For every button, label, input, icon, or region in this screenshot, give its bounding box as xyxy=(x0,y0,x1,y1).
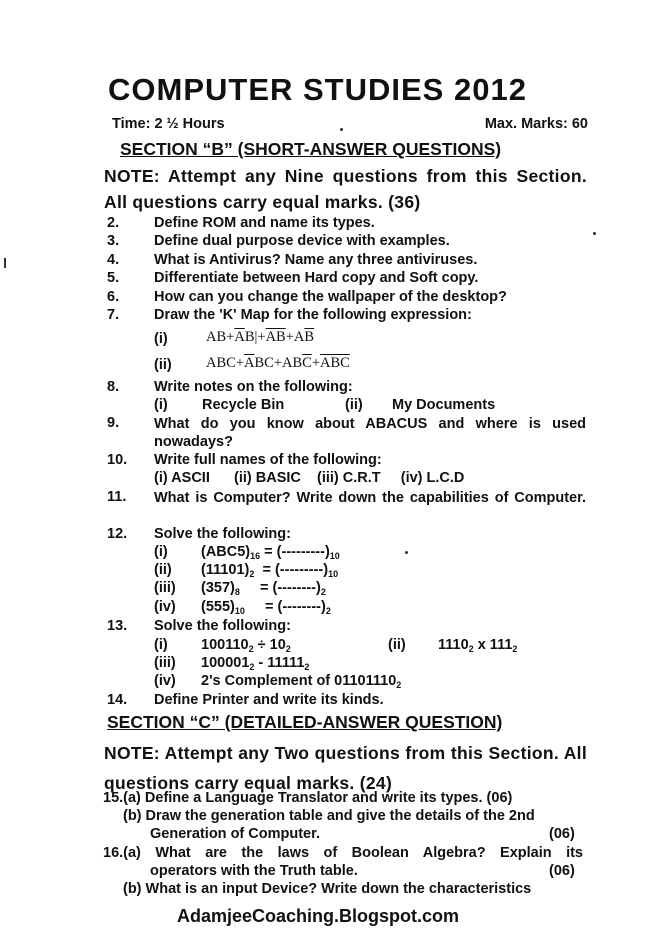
q8-part-i-label: (i) xyxy=(154,397,168,413)
scan-speck xyxy=(4,258,6,268)
q13-part-ii: $1110_2$ x $111_2$ xyxy=(438,637,518,654)
q8-part-ii-text: My Documents xyxy=(392,397,496,413)
q6-text: How can you change the wallpaper of the desktop? xyxy=(154,289,507,305)
q11-number: 11. xyxy=(107,489,127,505)
section-b-heading: SECTION “B” (SHORT-ANSWER QUESTIONS) xyxy=(120,139,502,159)
q12-part-ii-label: (ii) xyxy=(154,562,172,578)
q7-text: Draw the 'K' Map for the following expression: xyxy=(154,307,472,323)
q7-expression-ii: $ABC+\overline{A}BC+AB\overline{C}+\overline{ABC}$ xyxy=(206,355,350,371)
q7-part-ii-label: (ii) xyxy=(154,357,172,373)
q14-number: 14. xyxy=(107,692,128,708)
exam-time: Time: 2 ½ Hours xyxy=(112,116,225,132)
q3-number: 3. xyxy=(107,233,120,249)
q15b-marks: (06) xyxy=(549,826,575,842)
q13-part-i: $100110_2 \div 10_2$ xyxy=(201,637,291,654)
q10-items: (i) ASCII (ii) BASIC (iii) C.R.T (iv) L.C.D xyxy=(154,470,465,486)
scan-speck xyxy=(593,232,596,235)
q12-part-iv: $(555)_{10}$ = $(--------)_2$ xyxy=(201,599,331,616)
q5-text: Differentiate between Hard copy and Soft copy. xyxy=(154,270,479,286)
section-c-note: NOTE: Attempt any Two questions from this Section. All questions carry equal marks. (24) xyxy=(104,743,587,793)
q8-part-ii-label: (ii) xyxy=(345,397,363,413)
q9-text: What do you know about ABACUS and where is used nowadays? xyxy=(154,416,586,450)
q2-number: 2. xyxy=(107,215,120,231)
q6-number: 6. xyxy=(107,289,120,305)
q10-text: Write full names of the following: xyxy=(154,452,382,468)
q12-text: Solve the following: xyxy=(154,526,291,542)
q15b-text-line1: (b) Draw the generation table and give the details of the 2nd xyxy=(123,808,535,824)
q4-text: What is Antivirus? Name any three antiviruses. xyxy=(154,252,478,268)
q7-number: 7. xyxy=(107,307,120,323)
q9-number: 9. xyxy=(107,415,120,431)
q13-part-i-label: (i) xyxy=(154,637,168,653)
section-c-heading: SECTION “C” (DETAILED-ANSWER QUESTION) xyxy=(107,712,503,732)
q13-part-iv: 2's Complement of $01101110_2$ xyxy=(201,673,402,690)
q12-part-i-label: (i) xyxy=(154,544,168,560)
q5-number: 5. xyxy=(107,270,120,286)
exam-title: COMPUTER STUDIES 2012 xyxy=(108,72,527,107)
q7-part-i-label: (i) xyxy=(154,331,168,347)
q8-number: 8. xyxy=(107,379,120,395)
q16a-marks: (06) xyxy=(549,863,575,879)
q12-number: 12. xyxy=(107,526,128,542)
q13-part-iii: $100001_2 - 11111_2$ xyxy=(201,655,310,672)
q2-text: Define ROM and name its types. xyxy=(154,215,375,231)
q13-number: 13. xyxy=(107,618,128,634)
q12-part-iii-label: (iii) xyxy=(154,580,176,596)
q13-text: Solve the following: xyxy=(154,618,291,634)
q8-part-i-text: Recycle Bin xyxy=(202,397,285,413)
exam-max-marks: Max. Marks: 60 xyxy=(484,116,588,132)
scan-speck xyxy=(340,128,343,131)
section-b-note: NOTE: Attempt any Nine questions from this Section. All questions carry equal marks. (36) xyxy=(104,166,587,212)
q7-expression-i: $AB+\overline{A}B|+\overline{AB}+A\overline{B}$ xyxy=(206,329,315,345)
q16b-text: (b) What is an input Device? Write down the characteristics xyxy=(123,881,532,897)
q8-text: Write notes on the following: xyxy=(154,379,353,395)
q16a-text-line2: operators with the Truth table. xyxy=(150,863,358,879)
q13-part-ii-label: (ii) xyxy=(388,637,406,653)
q4-number: 4. xyxy=(107,252,120,268)
q12-part-i: $(ABC5)_{16} = (---------)_{10}$ xyxy=(201,544,340,561)
q14-text: Define Printer and write its kinds. xyxy=(154,692,384,708)
footer-website: AdamjeeCoaching.Blogspot.com xyxy=(177,906,460,926)
q12-part-iv-label: (iv) xyxy=(154,599,176,615)
q15a-text: 15.(a) Define a Language Translator and write its types. (06) xyxy=(103,790,513,806)
q3-text: Define dual purpose device with examples. xyxy=(154,233,450,249)
q13-part-iii-label: (iii) xyxy=(154,655,176,671)
q12-part-ii: $(11101)_2 = (---------)_{10}$ xyxy=(201,562,339,579)
scan-speck xyxy=(405,551,408,554)
q15b-text-line2: Generation of Computer. xyxy=(150,826,320,842)
q13-part-iv-label: (iv) xyxy=(154,673,176,689)
q10-number: 10. xyxy=(107,452,128,468)
q11-text: What is Computer? Write down the capabilities of Computer. xyxy=(154,490,586,506)
q16a-text-line1: 16.(a) What are the laws of Boolean Algebra? Explain its xyxy=(103,845,583,861)
q12-part-iii: $(357)_8$ = $(--------)_2$ xyxy=(201,580,326,597)
